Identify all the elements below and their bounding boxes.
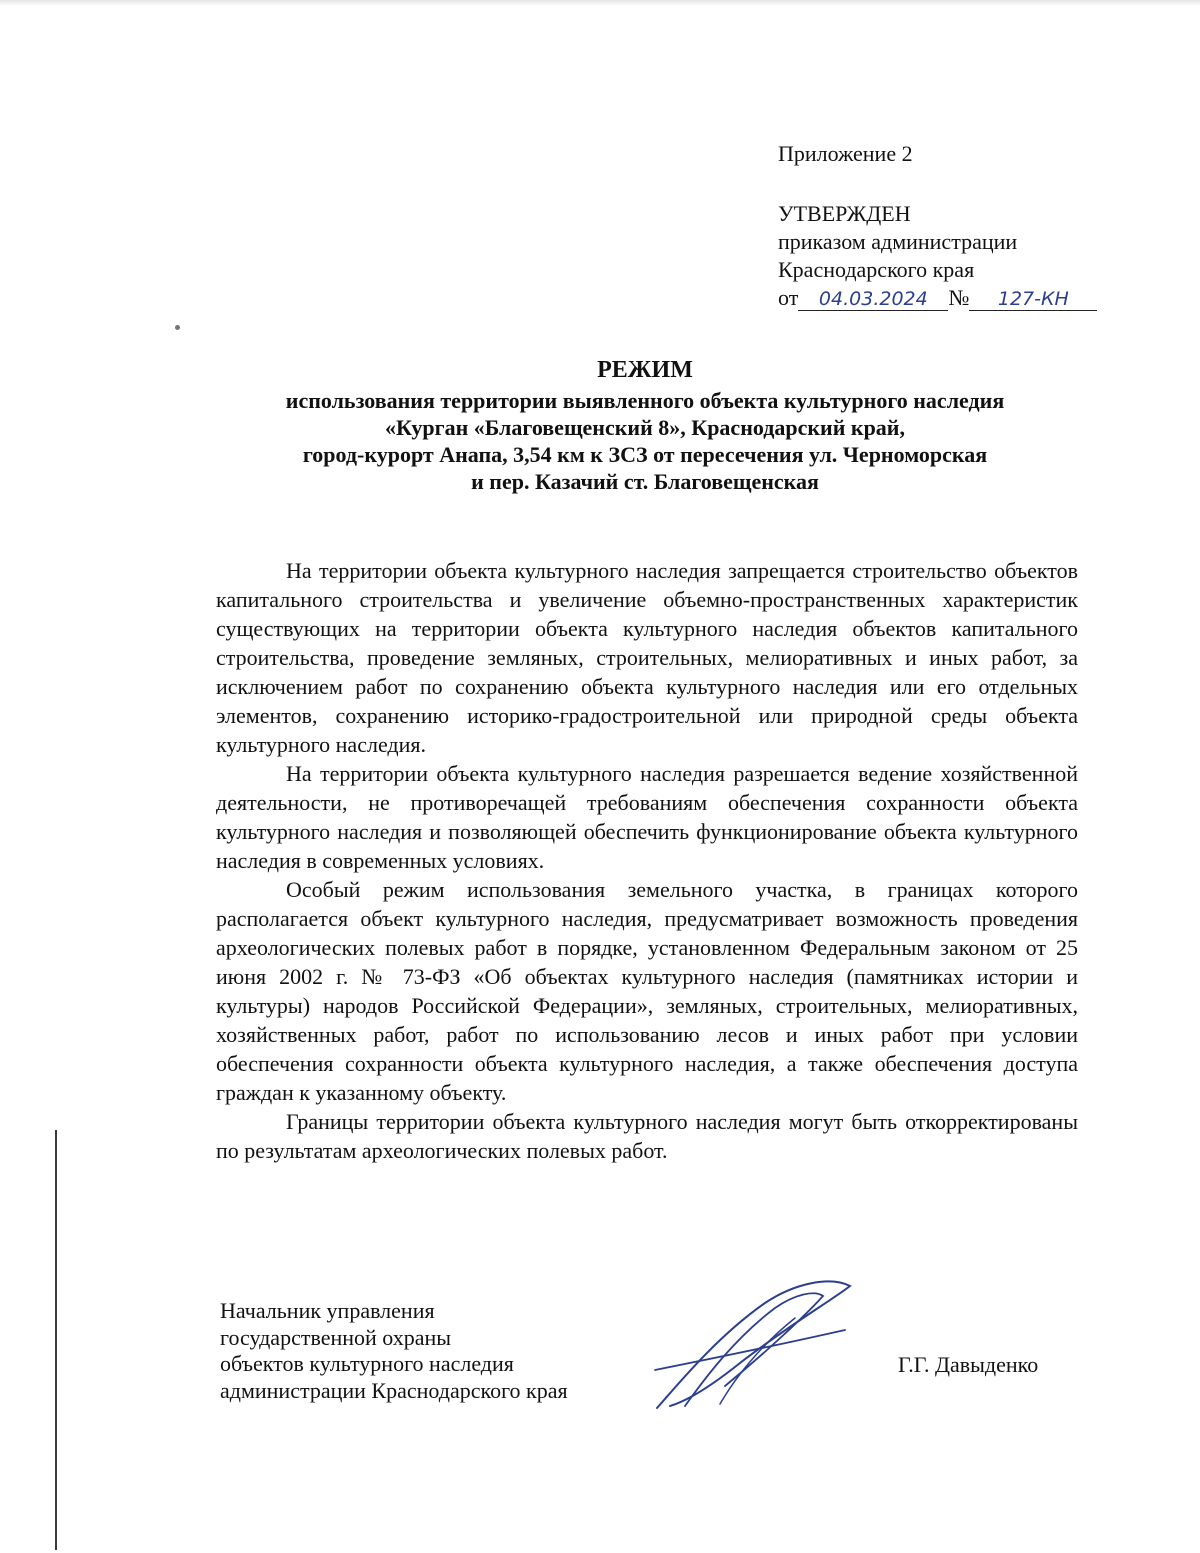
paragraph-boundaries: Границы территории объекта культурного наследия могут быть откорректированы по результатам археологических полевых работ.	[216, 1109, 1078, 1163]
handwritten-signature	[645, 1268, 860, 1418]
date-prefix: от	[778, 285, 799, 310]
paragraph-prohibitions: На территории объекта культурного наследия запрещается строительство объектов капитального строительства и увеличение объемно-пространственных характеристик существующих на территории объекта культурного наследия объектов капитального строительства, проведение земляных, строительных, мелиоративных и иных работ, за исключением работ по сохранению объекта культурного наследия или его отдельных элементов, сохранению историко-градостроительной или природной среды объекта культурного наследия.	[216, 558, 1078, 757]
page-edge-line	[55, 1130, 57, 1550]
approval-region-line: Краснодарского края	[778, 257, 975, 282]
document-heading: РЕЖИМ	[597, 357, 693, 383]
scan-dot	[175, 325, 180, 330]
handwritten-date: 04.03.2024	[798, 288, 948, 311]
approval-order-line: приказом администрации	[778, 229, 1018, 254]
approval-stamp-block	[778, 140, 1108, 312]
signatory-name: Г.Г. Давыденко	[898, 1352, 1039, 1377]
title-line-3: город-курорт Анапа, 3,54 км к ЗСЗ от пересечения ул. Черноморская	[302, 442, 988, 467]
signatory-position	[220, 1298, 568, 1404]
document-title-block	[215, 357, 1075, 495]
paragraph-special-regime: Особый режим использования земельного участка, в границах которого располагается объект культурного наследия, предусматривает возможность проведения археологических полевых работ в порядке, установленном Федеральным законом от 25 июня 2002 г. № 73-ФЗ «Об объектах культурного наследия (памятниках истории и культуры) народов Российской Федерации», земляных, строительных, мелиоративных, хозяйственных работ, работ по использованию лесов и иных работ при условии обеспечения сохранности объекта культурного наследия, а также обеспечения доступа граждан к указанному объекту.	[216, 877, 1078, 1105]
handwritten-order-number: 127-КН	[969, 288, 1097, 311]
number-prefix: №	[948, 285, 970, 310]
approved-label: УТВЕРЖДЕН	[778, 201, 911, 226]
position-line-3: объектов культурного наследия	[220, 1351, 514, 1376]
position-line-2: государственной охраны	[220, 1324, 452, 1350]
scan-shadow	[0, 0, 1200, 6]
title-line-4: и пер. Казачий ст. Благовещенская	[471, 469, 819, 494]
title-line-2: «Курган «Благовещенский 8», Краснодарский край,	[385, 415, 905, 440]
appendix-label: Приложение 2	[778, 141, 913, 166]
position-line-1: Начальник управления	[220, 1298, 435, 1323]
document-body	[216, 556, 1078, 1165]
position-line-4: администрации Краснодарского края	[220, 1377, 568, 1403]
order-date-number-line	[778, 284, 1108, 312]
title-line-1: использования территории выявленного объекта культурного наследия	[285, 388, 1005, 413]
paragraph-permitted-activity: На территории объекта культурного наследия разрешается ведение хозяйственной деятельности, не противоречащей требованиям обеспечения сохранности объекта культурного наследия и позволяющей обеспечить функционирование объекта культурного наследия в современных условиях.	[216, 761, 1078, 873]
